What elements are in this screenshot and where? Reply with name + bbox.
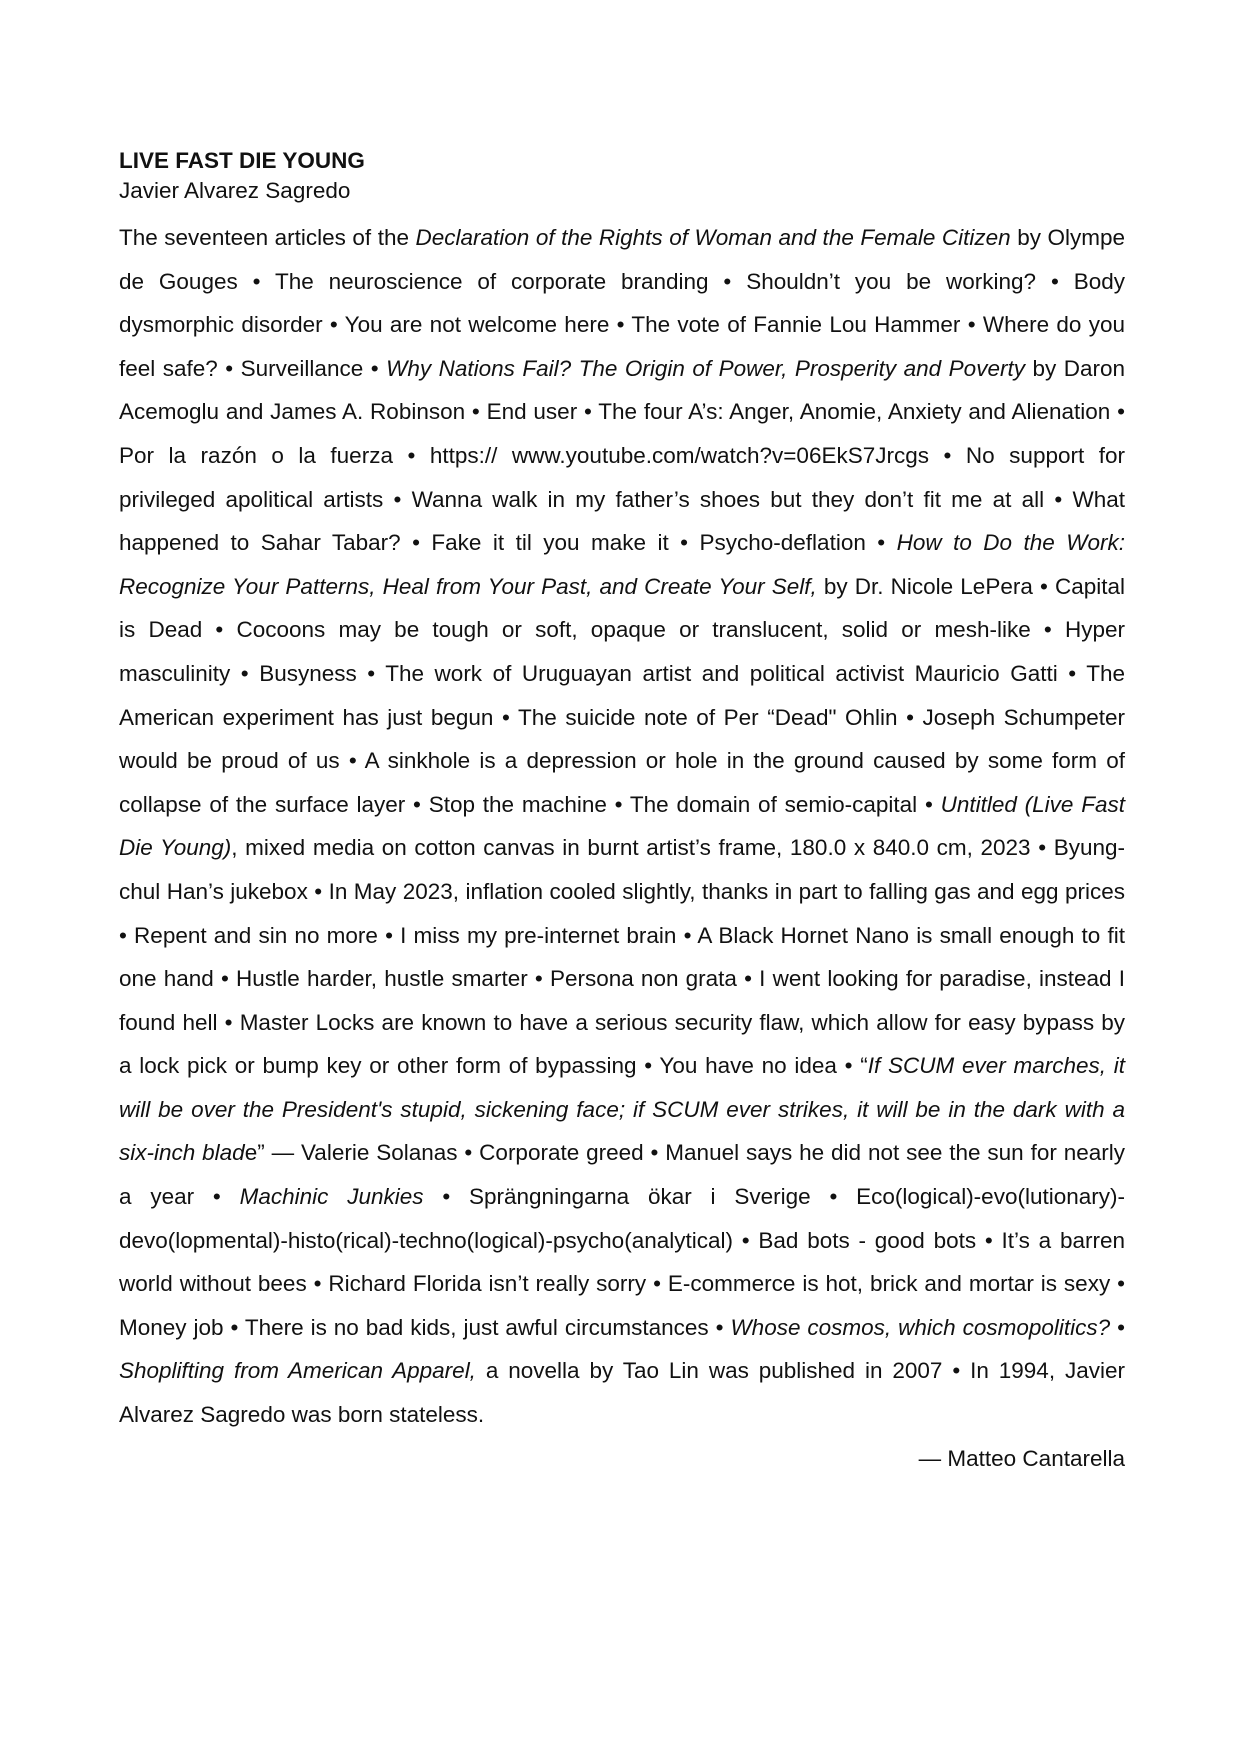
document-author: Javier Alvarez Sagredo [119,178,351,203]
document-signature: — Matteo Cantarella [918,1445,1125,1471]
text-run: a novella by Tao Lin was published in 2007 • In 1994, Javier Alvarez Sagredo was born stateless. [119,1358,1125,1428]
italic-run: Why Nations Fail? The Origin of Power, Prosperity and Poverty [386,355,1025,381]
document-body [119,216,1125,1437]
italic-run: Machinic Junkies [239,1184,424,1210]
italic-run: Shoplifting from American Apparel, [119,1358,476,1384]
italic-run: If SCUM ever marches, it will be over the President's stupid, sickening face; if SCUM ever strikes, it will be in the dark with a six-inch blad [119,1053,1125,1166]
document-page [119,146,1125,1479]
text-run: • Sprängningarna ökar i Sverige • Eco(logical)-evo(lutionary)-devo(lopmental)-histo(rical)-techno(logical)-psycho(analytical) • Bad bots - good bots • It’s a barren world without bees • Richard Florida isn’t really sorry • E-commerce is hot, brick and mortar is sexy • Money job • There is no bad kids, just awful circumstances • [119,1184,1125,1340]
italic-run: Whose cosmos, which cosmopolitics? [730,1314,1111,1340]
document-title: LIVE FAST DIE YOUNG [119,148,365,173]
text-run: , mixed media on cotton canvas in burnt artist’s frame, 180.0 x 840.0 cm, 2023 • Byung-chul Han’s jukebox • In May 2023, inflation cooled slightly, thanks in part to falling gas and egg prices • Repent and sin no more • I miss my pre-internet brain • A Black Hornet Nano is small enough to fit one hand • Hustle harder, hustle smarter • Persona non grata • I went looking for paradise, instead I found hell • Master Locks are known to have a serious security flaw, which allow for easy bypass by a lock pick or bump key or other form of bypassing • You have no idea • “ [119,835,1125,1079]
italic-run: Untitled (Live Fast Die Young) [119,791,1125,861]
text-run: by Dr. Nicole LePera • Capital is Dead • Cocoons may be tough or soft, opaque or translucent, solid or mesh-like • Hyper masculinity • Busyness • The work of Uruguayan artist and political activist Mauricio Gatti • The American experiment has just begun • The suicide note of Per “Dead" Ohlin • Joseph Schumpeter would be proud of us • A sinkhole is a depression or hole in the ground caused by some form of collapse of the surface layer • Stop the machine • The domain of semio-capital • [119,573,1125,817]
text-run: by Olympe de Gouges • The neuroscience of corporate branding • Shouldn’t you be working? • Body dysmorphic disorder • You are not welcome here • The vote of Fannie Lou Hammer • Where do you feel safe? • Surveillance • [119,225,1125,381]
italic-run: Declaration of the Rights of Woman and the Female Citizen [415,225,1011,250]
text-run: by Daron Acemoglu and James A. Robinson • End user • The four A’s: Anger, Anomie, Anxiety and Alienation • Por la razón o la fuerza • https:// www.youtube.com/watch?v=06EkS7Jrcgs • No support for privileged apolitical artists • Wanna walk in my father’s shoes but they don’t fit me at all • What happened to Sahar Tabar? • Fake it til you make it • Psycho-deflation • [119,355,1125,556]
text-run: • [1110,1314,1125,1340]
italic-run: How to Do the Work: Recognize Your Patterns, Heal from Your Past, and Create Your Self, [119,530,1125,599]
text-run: e” — Valerie Solanas • Corporate greed • Manuel says he did not see the sun for nearly a year • [119,1140,1125,1210]
text-run: The seventeen articles of the [119,225,416,250]
